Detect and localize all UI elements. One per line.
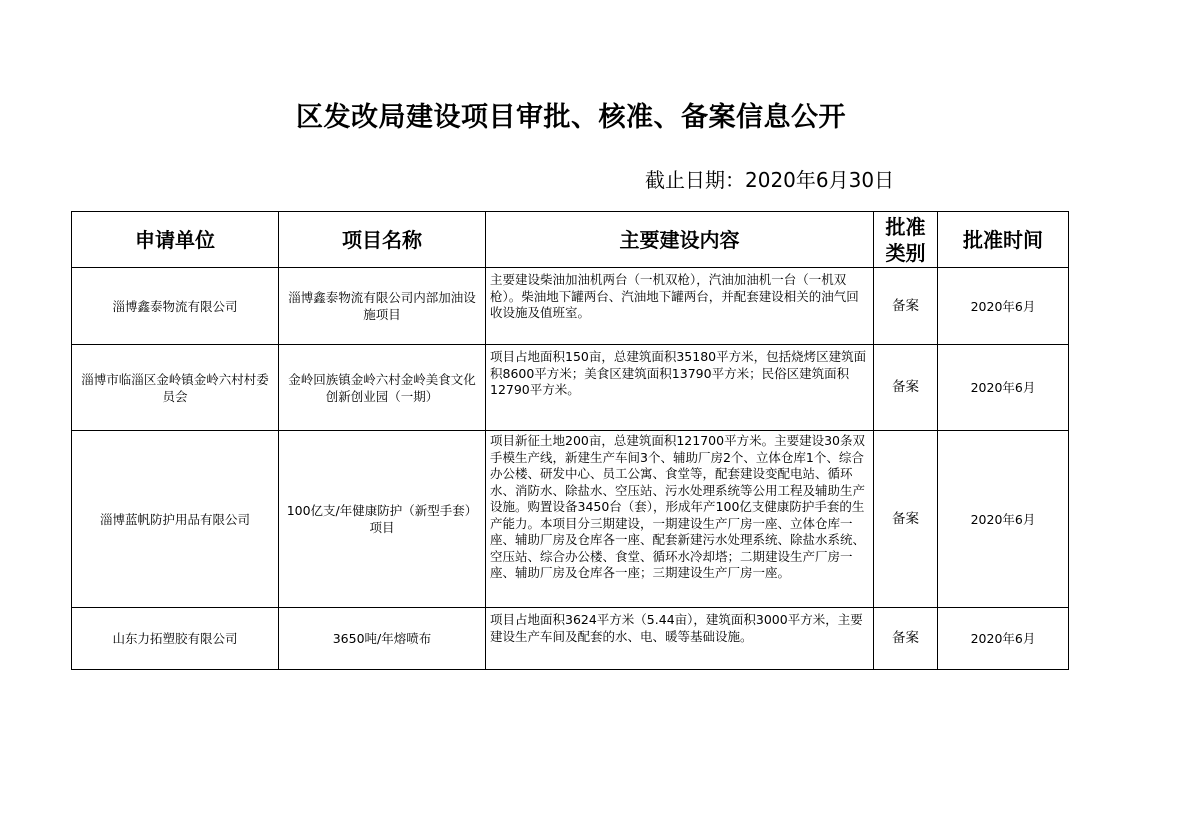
approval-date-cell: 2020年6月 — [938, 431, 1069, 608]
table-row — [72, 268, 1069, 345]
applicant-unit-cell: 淄博蓝帆防护用品有限公司 — [72, 431, 279, 608]
main-content-cell: 项目新征土地200亩，总建筑面积121700平方米。主要建设30条双手模生产线，新建生产车间3个、辅助厂房2个、立体仓库1个、综合办公楼、研发中心、员工公寓、食堂等，配套建设变配电站、循环水、消防水、除盐水、空压站、污水处理系统等公用工程及辅助生产设施。购置设备3450台（套），形成年产100亿支健康防护手套的生产能力。本项目分三期建设，一期建设生产厂房一座、立体仓库一座、辅助厂房及仓库各一座、配套新建污水处理系统、除盐水系统、空压站、综合办公楼、食堂、循环水冷却塔；二期建设生产厂房一座、辅助厂房及仓库各一座；三期建设生产厂房一座。 — [486, 431, 874, 608]
approval-date-cell: 2020年6月 — [938, 268, 1069, 345]
table-row — [72, 431, 1069, 608]
main-content-cell: 主要建设柴油加油机两台（一机双枪），汽油加油机一台（一机双枪）。柴油地下罐两台、汽油地下罐两台，并配套建设相关的油气回收设施及值班室。 — [486, 268, 874, 345]
header-main-content: 主要建设内容 — [486, 212, 874, 268]
applicant-unit-cell: 山东力拓塑胶有限公司 — [72, 608, 279, 670]
project-name-cell: 3650吨/年熔喷布 — [279, 608, 486, 670]
table-header-row — [72, 212, 1069, 268]
header-applicant-unit: 申请单位 — [72, 212, 279, 268]
page-title: 区发改局建设项目审批、核准、备案信息公开 — [296, 102, 846, 133]
main-content-cell: 项目占地面积3624平方米（5.44亩），建筑面积3000平方米，主要建设生产车间及配套的水、电、暖等基础设施。 — [486, 608, 874, 670]
applicant-unit-cell: 淄博市临淄区金岭镇金岭六村村委员会 — [72, 345, 279, 431]
cutoff-date: 截止日期：2020年6月30日 — [645, 168, 895, 192]
table-row — [72, 345, 1069, 431]
approval-date-cell: 2020年6月 — [938, 608, 1069, 670]
header-approval-type: 批准类别 — [874, 212, 938, 268]
approval-type-cell: 备案 — [874, 345, 938, 431]
applicant-unit-cell: 淄博鑫泰物流有限公司 — [72, 268, 279, 345]
approval-info-table — [71, 211, 1069, 670]
table-row — [72, 608, 1069, 670]
approval-type-cell: 备案 — [874, 268, 938, 345]
approval-date-cell: 2020年6月 — [938, 345, 1069, 431]
header-approval-date: 批准时间 — [938, 212, 1069, 268]
main-content-cell: 项目占地面积150亩，总建筑面积35180平方米，包括烧烤区建筑面积8600平方米；美食区建筑面积13790平方米；民俗区建筑面积12790平方米。 — [486, 345, 874, 431]
header-project-name: 项目名称 — [279, 212, 486, 268]
approval-type-cell: 备案 — [874, 608, 938, 670]
project-name-cell: 100亿支/年健康防护（新型手套）项目 — [279, 431, 486, 608]
project-name-cell: 淄博鑫泰物流有限公司内部加油设施项目 — [279, 268, 486, 345]
project-name-cell: 金岭回族镇金岭六村金岭美食文化创新创业园（一期） — [279, 345, 486, 431]
approval-type-cell: 备案 — [874, 431, 938, 608]
